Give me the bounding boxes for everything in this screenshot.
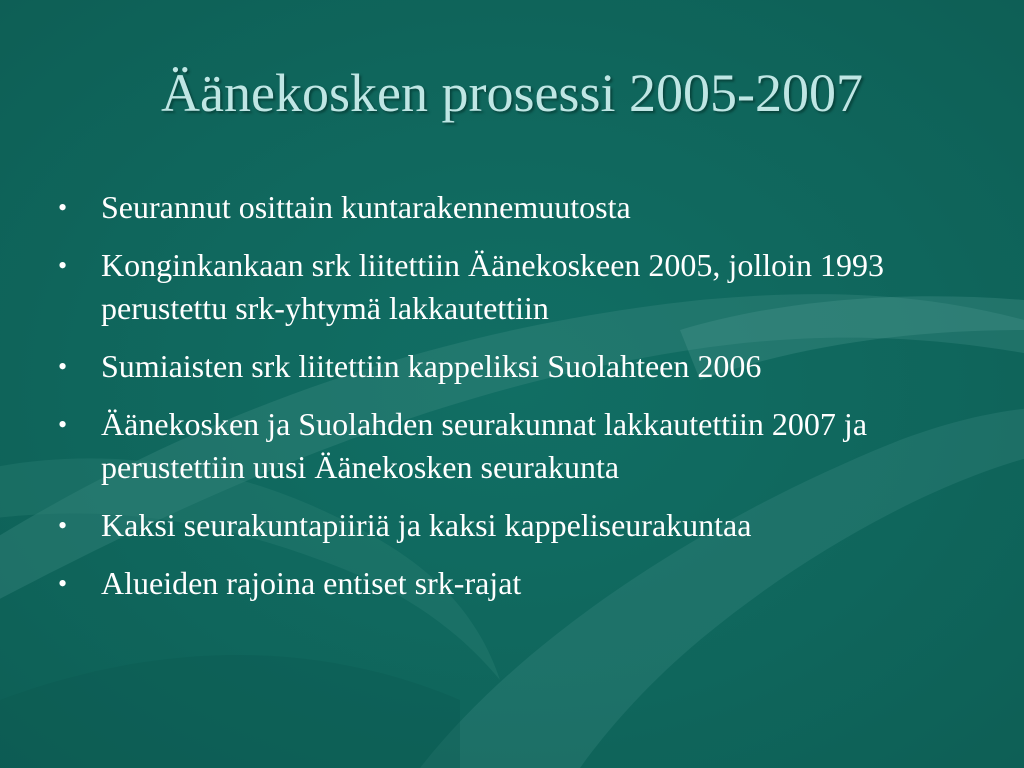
bullet-text: Sumiaisten srk liitettiin kappeliksi Suolahteen 2006 (101, 348, 762, 384)
bullet-item (58, 403, 978, 489)
bullet-list (58, 186, 978, 620)
bullet-item (58, 562, 978, 605)
bullet-icon: • (58, 569, 68, 598)
bullet-text: Konginkankaan srk liitettiin Äänekoskeen 2005, jolloin 1993 perustettu srk-yhtymä lakkautettiin (101, 247, 884, 326)
slide-title: Äänekosken prosessi 2005-2007 (161, 63, 863, 123)
bullet-text: Kaksi seurakuntapiiriä ja kaksi kappeliseurakuntaa (101, 507, 752, 543)
bullet-item (58, 186, 978, 229)
bullet-text: Äänekosken ja Suolahden seurakunnat lakkautettiin 2007 ja perustettiin uusi Äänekosken seurakunta (101, 406, 868, 485)
bullet-icon: • (58, 251, 68, 280)
bullet-icon: • (58, 511, 68, 540)
bullet-item (58, 244, 978, 330)
bullet-item (58, 504, 978, 547)
bullet-item (58, 345, 978, 388)
bullet-text: Seurannut osittain kuntarakennemuutosta (101, 189, 631, 225)
bullet-icon: • (58, 193, 68, 222)
bullet-icon: • (58, 410, 68, 439)
bullet-icon: • (58, 352, 68, 381)
bullet-text: Alueiden rajoina entiset srk-rajat (101, 565, 522, 601)
